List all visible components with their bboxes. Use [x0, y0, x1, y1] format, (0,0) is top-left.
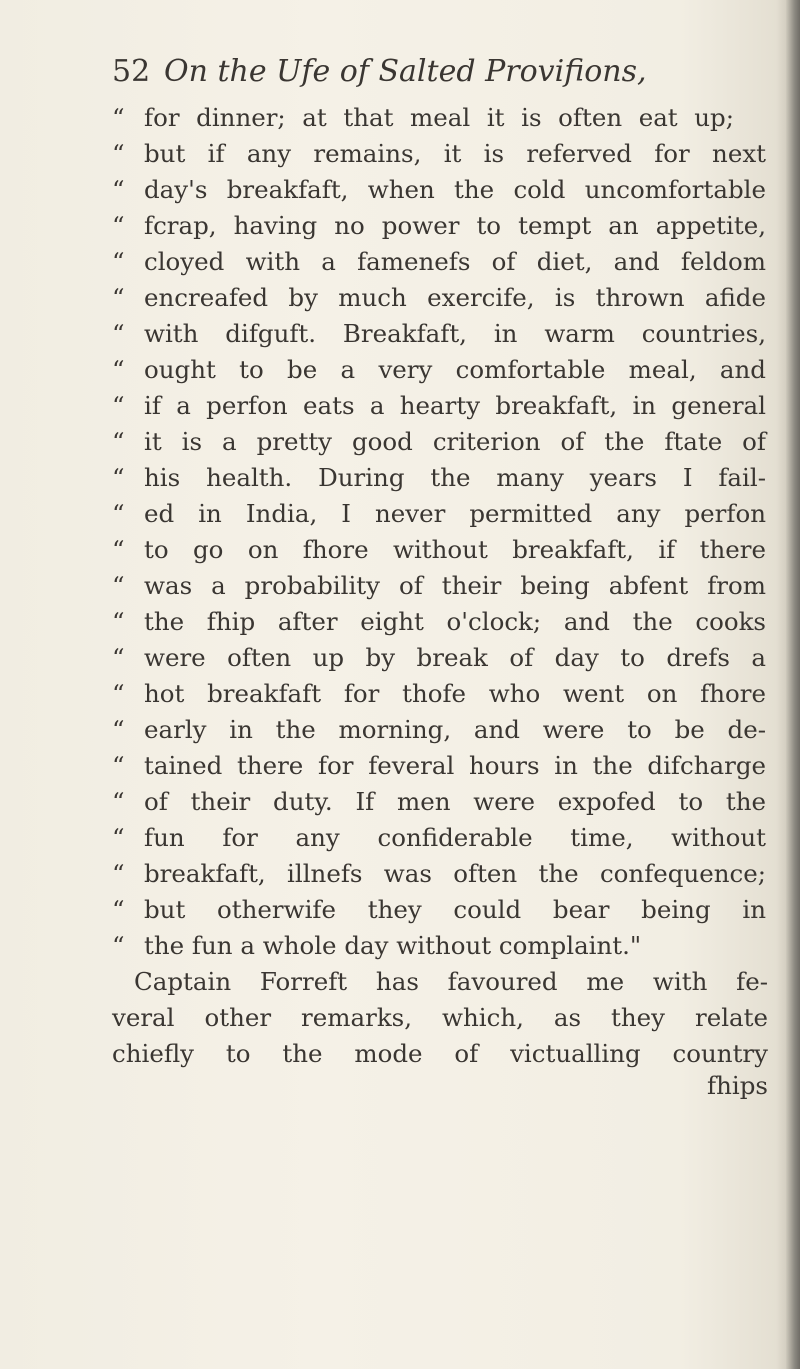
catchword: fhips — [707, 1071, 768, 1100]
quote-mark: “ — [112, 211, 125, 240]
quoted-line: “ to go on fhore without breakfaft, if there — [112, 532, 768, 568]
quoted-line: “ but if any remains, it is referved for next — [112, 136, 768, 172]
paragraph-line: Captain Forreft has favoured me with fe- — [134, 967, 768, 996]
paragraph-line: veral other remarks, which, as they relate — [112, 1003, 768, 1032]
quoted-line: “ fcrap, having no power to tempt an appetite, — [112, 208, 768, 244]
quoted-line: “ his health. During the many years I fail- — [112, 460, 768, 496]
quoted-line: “ for dinner; at that meal it is often eat up; — [112, 100, 768, 136]
quoted-line: “ breakfaft, illnefs was often the confequence; — [112, 856, 768, 892]
quote-mark: “ — [112, 499, 125, 528]
quoted-line: “ it is a pretty good criterion of the ftate of — [112, 424, 768, 460]
quoted-line: “ fun for any confiderable time, without — [112, 820, 768, 856]
quoted-line: “ the fhip after eight o'clock; and the cooks — [112, 604, 768, 640]
quote-mark: “ — [112, 607, 125, 636]
quote-mark: “ — [112, 859, 125, 888]
quoted-line: “ encreafed by much exercife, is thrown afide — [112, 280, 768, 316]
quoted-line: “ day's breakfaft, when the cold uncomfortable — [112, 172, 768, 208]
quote-mark: “ — [112, 283, 125, 312]
page-number: 52 — [112, 54, 151, 89]
quote-mark: “ — [112, 715, 125, 744]
quote-mark: “ — [112, 787, 125, 816]
quote-mark: “ — [112, 139, 125, 168]
quote-mark: “ — [112, 247, 125, 276]
quoted-line: “ hot breakfaft for thofe who went on fhore — [112, 676, 768, 712]
quoted-line: “ with difguft. Breakfaft, in warm countries, — [112, 316, 768, 352]
quoted-line: “ ought to be a very comfortable meal, and — [112, 352, 768, 388]
quote-mark: “ — [112, 895, 125, 924]
quote-mark: “ — [112, 679, 125, 708]
quoted-line: “ tained there for feveral hours in the difcharge — [112, 748, 768, 784]
quote-mark: “ — [112, 643, 125, 672]
quote-mark: “ — [112, 823, 125, 852]
quote-mark: “ — [112, 391, 125, 420]
quote-mark: “ — [112, 355, 125, 384]
quoted-line: “ but otherwife they could bear being in — [112, 892, 768, 928]
quoted-line: “ ed in India, I never permitted any perfon — [112, 496, 768, 532]
quote-mark: “ — [112, 931, 125, 960]
quoted-line: “ of their duty. If men were expofed to the — [112, 784, 768, 820]
quote-mark: “ — [112, 427, 125, 456]
paragraph-line: chiefly to the mode of victualling country — [112, 1039, 768, 1068]
quoted-line: “ were often up by break of day to drefs a — [112, 640, 768, 676]
quoted-line: “ was a probability of their being abfent from — [112, 568, 768, 604]
quote-mark: “ — [112, 463, 125, 492]
quote-mark: “ — [112, 175, 125, 204]
running-head — [112, 50, 752, 94]
quote-mark: “ — [112, 751, 125, 780]
quote-mark: “ — [112, 571, 125, 600]
quoted-line: “ the fun a whole day without complaint." — [112, 928, 768, 964]
quoted-line: “ cloyed with a famenefs of diet, and feldom — [112, 244, 768, 280]
book-gutter — [786, 0, 800, 1369]
quoted-line: “ early in the morning, and were to be de- — [112, 712, 768, 748]
running-head-title: On the Ufe of Salted Provifions, — [164, 54, 647, 89]
quoted-line: “ if a perfon eats a hearty breakfaft, in general — [112, 388, 768, 424]
quote-mark: “ — [112, 103, 125, 132]
quote-mark: “ — [112, 319, 125, 348]
quote-mark: “ — [112, 535, 125, 564]
